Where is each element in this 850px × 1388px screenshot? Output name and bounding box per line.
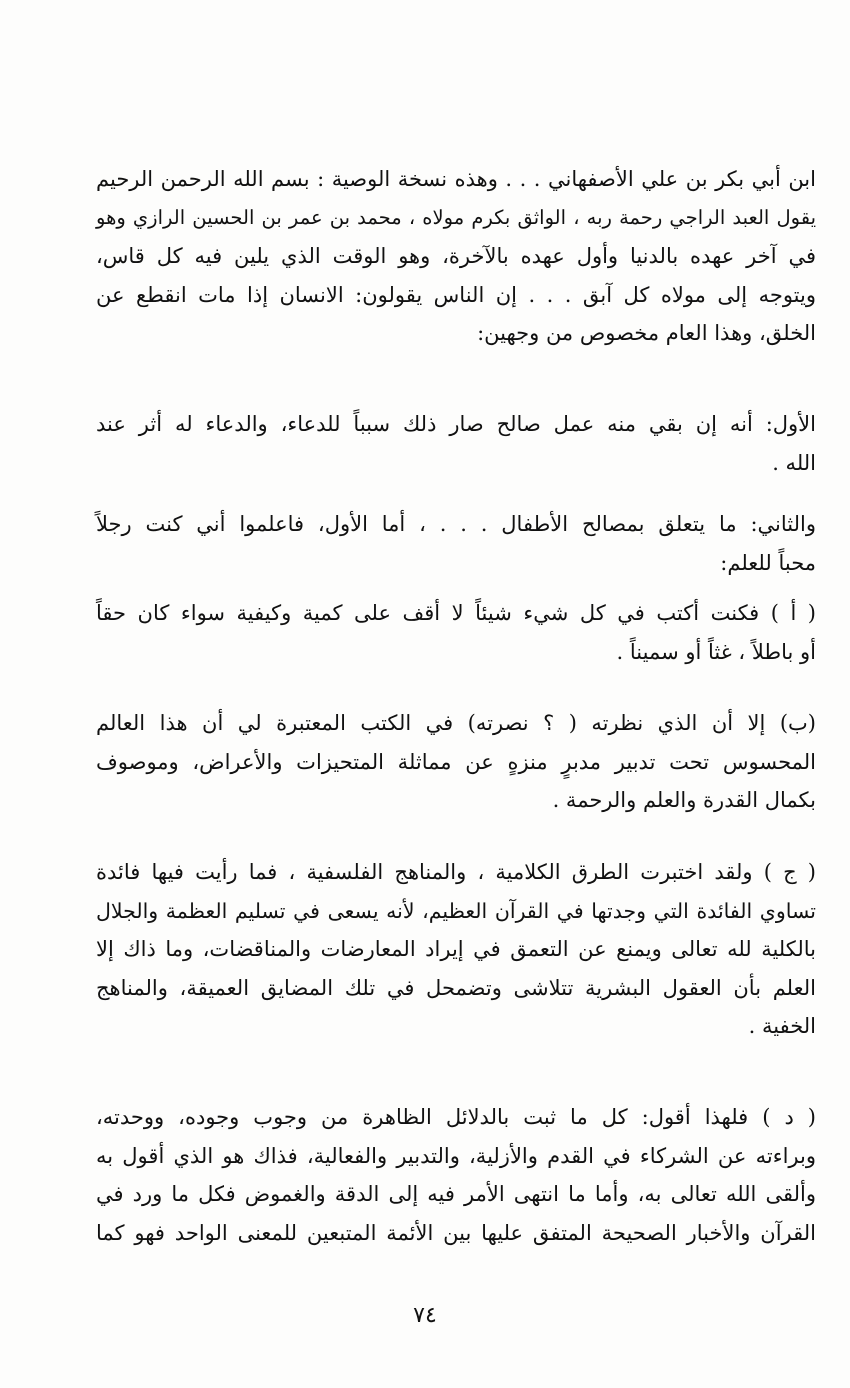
- text-line: الله .: [772, 450, 816, 475]
- paragraph-1: [96, 160, 816, 353]
- paragraph-5: [96, 704, 816, 820]
- text-line: الأول: أنه إن بقي منه عمل صالح صار ذلك سبباً للدعاء، والدعاء له أثر عند: [96, 412, 816, 436]
- text-line: ابن أبي بكر بن علي الأصفهاني . . . وهذه نسخة الوصية : بسم الله الرحمن الرحيم: [96, 167, 816, 191]
- text-line: القرآن والأخبار الصحيحة المتفق عليها بين الأئمة المتبعين للمعنى الواحد فهو كما: [96, 1220, 816, 1245]
- text-line: أو باطلاً ، غثاً أو سميناً .: [616, 639, 816, 664]
- text-line: يقول العبد الراجي رحمة ربه ، الواثق بكرم مولاه ، محمد بن عمر بن الحسين الرازي وهو: [96, 205, 816, 229]
- page-number: ٧٤: [413, 1303, 437, 1328]
- text-line: بالكلية لله تعالى ويمنع عن التعمق في إيراد المعارضات والمناقضات، وما ذاك إلا: [96, 937, 816, 961]
- paragraph-6: [96, 853, 816, 1046]
- text-line: والثاني: ما يتعلق بمصالح الأطفال . . . ، أما الأول، فاعلموا أني كنت رجلاً: [96, 512, 816, 536]
- text-line: وألقى الله تعالى به، وأما ما انتهى الأمر فيه إلى الدقة والغموض فكل ما ورد في: [96, 1182, 816, 1206]
- paragraph-3: [96, 505, 816, 582]
- text-line: ( ج ) ولقد اختبرت الطرق الكلامية ، والمناهج الفلسفية ، فما رأيت فيها فائدة: [96, 860, 816, 884]
- paragraph-2: [96, 405, 816, 482]
- text-line: الخفية .: [748, 1014, 816, 1038]
- text-line: العلم بأن العقول البشرية تتلاشى وتضمحل في تلك المضايق العميقة، والمناهج: [96, 975, 816, 1000]
- paragraph-4: [96, 594, 816, 671]
- text-line: محباً للعلم:: [720, 550, 816, 575]
- text-line: المحسوس تحت تدبير مدبرٍ منزهٍ عن مماثلة المتحيزات والأعراض، وموصوف: [96, 749, 816, 774]
- text-line: في آخر عهده بالدنيا وأول عهده بالآخرة، وهو الوقت الذي يلين فيه كل قاس،: [96, 244, 816, 268]
- text-line: ( أ ) فكنت أكتب في كل شيء شيئاً لا أقف على كمية وكيفية سواء كان حقاً: [96, 601, 816, 625]
- text-line: الخلق، وهذا العام مخصوص من وجهين:: [477, 321, 816, 345]
- text-line: تساوي الفائدة التي وجدتها في القرآن العظيم، لأنه يسعى في تسليم العظمة والجلال: [96, 898, 816, 923]
- text-line: ( د ) فلهذا أقول: كل ما ثبت بالدلائل الظاهرة من وجوب وجوده، ووحدته،: [96, 1105, 816, 1129]
- text-line: وبراءته عن الشركاء في القدم والأزلية، والتدبير والفعالية، فذاك هو الذي أقول به: [96, 1143, 816, 1168]
- paragraph-7: [96, 1098, 816, 1252]
- text-line: ويتوجه إلى مولاه كل آبق . . . إن الناس يقولون: الانسان إذا مات انقطع عن: [96, 282, 816, 307]
- text-line: (ب) إلا أن الذي نظرته ( ؟ نصرته) في الكتب المعتبرة لي أن هذا العالم: [96, 711, 816, 735]
- text-line: بكمال القدرة والعلم والرحمة .: [552, 788, 816, 812]
